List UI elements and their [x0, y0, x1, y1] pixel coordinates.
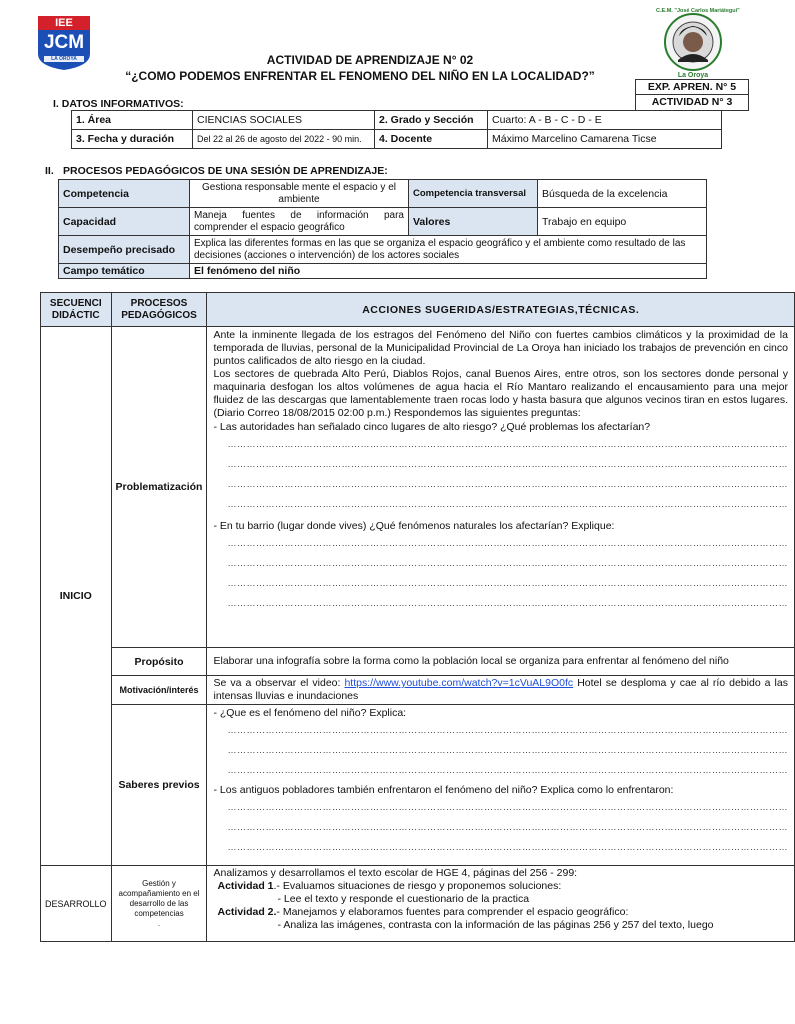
school-logo-left	[36, 16, 92, 70]
page-title: ACTIVIDAD DE APRENDIZAJE N° 02	[266, 53, 474, 67]
procesos-heading: PROCESOS PEDAGÓGICOS DE UNA SESIÓN DE APRENDIZAJE:	[63, 165, 388, 177]
competencia-label: Competencia	[59, 180, 190, 208]
fecha-label: 3. Fecha y duración	[72, 130, 193, 149]
answer-line[interactable]: ……………………………………………………………………………………………………………………………………………………………	[227, 439, 788, 449]
question-3: - ¿Que es el fenómeno del niño? Explica:	[213, 707, 407, 719]
logo-brand-sub: LA OROYA	[51, 56, 77, 62]
col-secuencia: SECUENCI DIDÁCTIC	[41, 293, 112, 327]
grado-label: 2. Grado y Sección	[375, 111, 488, 130]
docente-label: 4. Docente	[375, 130, 488, 149]
desarrollo-label: DESARROLLO	[41, 866, 112, 942]
school-seal-right	[656, 8, 740, 84]
docente-value: Máximo Marcelino Camarena Ticse	[488, 130, 722, 149]
proposito-label: Propósito	[111, 648, 207, 676]
page-subtitle: “¿COMO PODEMOS ENFRENTAR EL FENOMENO DEL NIÑO EN LA LOCALIDAD?”	[125, 69, 595, 83]
problematizacion-paragraph-2: Los sectores de quebrada Alto Perú, Diablos Rojos, canal Buenos Aires, entre otros, son los sectores donde personal y maquinaria desfogan los altos volúmenes de agua hacia el Río Mantaro realizando el encausamiento para una mejor fluidez de las descargas que lamentablemente traen rocas lodo y hasta basura que algunos vecinos tiran en estos lugares. (Diario Correo 18/08/2015 02:00 p.m.) Respondemos las siguientes preguntas:	[213, 368, 788, 419]
campo-label: Campo temático	[59, 264, 190, 279]
campo-value: El fenómeno del niño	[190, 264, 707, 279]
answer-line[interactable]: ……………………………………………………………………………………………………………………………………………………………	[227, 802, 788, 812]
problematizacion-content	[207, 327, 795, 648]
actividad-1-label: Actividad 1	[217, 880, 274, 892]
question-4: - Los antiguos pobladores también enfrentaron el fenómeno del niño? Explica como lo enfrentaron:	[213, 784, 674, 796]
motivacion-value	[207, 676, 795, 705]
actividad-2	[213, 906, 788, 919]
answer-line[interactable]: ……………………………………………………………………………………………………………………………………………………………	[227, 598, 788, 608]
answer-line[interactable]: ……………………………………………………………………………………………………………………………………………………………	[227, 725, 788, 735]
actividad-1	[213, 880, 788, 893]
seal-portrait-icon	[656, 8, 740, 74]
grado-value: Cuarto: A - B - C - D - E	[488, 111, 722, 130]
question-1: - Las autoridades han señalado cinco lugares de alto riesgo? ¿Qué problemas los afectarían?	[213, 421, 651, 433]
comp-trans-value: Búsqueda de la excelencia	[538, 180, 707, 208]
gestion-dot: .	[157, 918, 161, 928]
answer-line[interactable]: ……………………………………………………………………………………………………………………………………………………………	[227, 765, 788, 775]
motivacion-pre: Se va a observar el video:	[213, 677, 341, 689]
fecha-value: Del 22 al 26 de agosto del 2022 - 90 min.	[193, 130, 375, 149]
logo-brand-main: JCM	[43, 32, 85, 53]
problematizacion-label: Problematización	[111, 327, 207, 648]
desempeno-value: Explica las diferentes formas en las que se organiza el espacio geográfico y el ambiente como resultado de las decisiones (acciones o intervención) de los actores sociales	[190, 236, 707, 264]
datos-heading: I. DATOS INFORMATIVOS:	[53, 98, 184, 110]
procesos-table	[58, 179, 707, 279]
gestion-text: Gestión y acompañamiento en el desarrollo de las competencias	[118, 878, 200, 918]
exp-box	[635, 79, 749, 111]
motivacion-label: Motivación/interés	[111, 676, 207, 705]
answer-line[interactable]: ……………………………………………………………………………………………………………………………………………………………	[227, 499, 788, 509]
answer-line[interactable]: ……………………………………………………………………………………………………………………………………………………………	[227, 558, 788, 568]
actividad-2-label: Actividad 2.	[217, 906, 277, 918]
capacidad-value: Maneja fuentes de información para comprender el espacio geográfico	[190, 208, 409, 236]
seal-arc-text: C.E.M. "José Carlos Mariátegui"	[656, 8, 740, 14]
col-acciones: ACCIONES SUGERIDAS/ESTRATEGIAS,TÉCNICAS.	[207, 293, 795, 327]
valores-value: Trabajo en equipo	[538, 208, 707, 236]
video-link[interactable]: https://www.youtube.com/watch?v=1cVuAL9O0fc	[344, 677, 574, 689]
answer-line[interactable]: ……………………………………………………………………………………………………………………………………………………………	[227, 578, 788, 588]
answer-line[interactable]: ……………………………………………………………………………………………………………………………………………………………	[227, 538, 788, 548]
actividad-number: ACTIVIDAD N° 3	[651, 96, 733, 108]
competencia-value: Gestiona responsable mente el espacio y el ambiente	[190, 180, 409, 208]
comp-trans-label: Competencia transversal	[409, 180, 538, 208]
capacidad-label: Capacidad	[59, 208, 190, 236]
desarrollo-content	[207, 866, 795, 942]
logo-brand-top: IEE	[55, 17, 73, 29]
problematizacion-paragraph-1: Ante la inminente llegada de los estragos del Fenómeno del Niño con fuertes cambios climáticos y la proximidad de la temporada de lluvias, personal de la Municipalidad Provincial de La Oroya han iniciado los trabajos de prevención en cinco puntos calificados de alto riesgo en la ciudad.	[213, 329, 788, 367]
actividad-1-item: - Lee el texto y responde el cuestionario de la practica	[277, 893, 530, 905]
exp-number: EXP. APREN. N° 5	[636, 80, 748, 95]
desarrollo-intro: Analizamos y desarrollamos el texto escolar de HGE 4, páginas del 256 - 299:	[213, 867, 578, 879]
answer-line[interactable]: ……………………………………………………………………………………………………………………………………………………………	[227, 479, 788, 489]
motivacion-post: Hotel se desploma y cae al río debido a las intensas lluvias e inundaciones	[213, 677, 788, 702]
proposito-value: Elaborar una infografía sobre la forma como la población local se organiza para enfrentar al fenómeno del niño	[207, 648, 795, 676]
actividad-2-item: - Analiza las imágenes, contrasta con la información de las páginas 256 y 257 del texto, luego	[277, 919, 714, 931]
desempeno-label: Desempeño precisado	[59, 236, 190, 264]
area-label: 1. Área	[72, 111, 193, 130]
answer-line[interactable]: ……………………………………………………………………………………………………………………………………………………………	[227, 822, 788, 832]
answer-line[interactable]: ……………………………………………………………………………………………………………………………………………………………	[227, 842, 788, 852]
datos-table	[71, 110, 722, 149]
answer-line[interactable]: ……………………………………………………………………………………………………………………………………………………………	[227, 745, 788, 755]
inicio-label: INICIO	[41, 327, 112, 866]
procesos-heading-num: II.	[45, 165, 54, 177]
saberes-label: Saberes previos	[111, 705, 207, 866]
actividad-1-text: .- Evaluamos situaciones de riesgo y proponemos soluciones:	[273, 880, 562, 892]
valores-label: Valores	[409, 208, 538, 236]
secuencia-table	[40, 292, 795, 942]
saberes-content	[207, 705, 795, 866]
col-procesos: PROCESOS PEDAGÓGICOS	[111, 293, 207, 327]
area-value: CIENCIAS SOCIALES	[193, 111, 375, 130]
actividad-2-text: - Manejamos y elaboramos fuentes para comprender el espacio geográfico:	[276, 906, 629, 918]
seal-bottom-text: La Oroya	[677, 72, 709, 79]
answer-line[interactable]: ……………………………………………………………………………………………………………………………………………………………	[227, 459, 788, 469]
question-2: - En tu barrio (lugar donde vives) ¿Qué fenómenos naturales los afectarían? Explique:	[213, 520, 615, 532]
gestion-label	[111, 866, 207, 942]
